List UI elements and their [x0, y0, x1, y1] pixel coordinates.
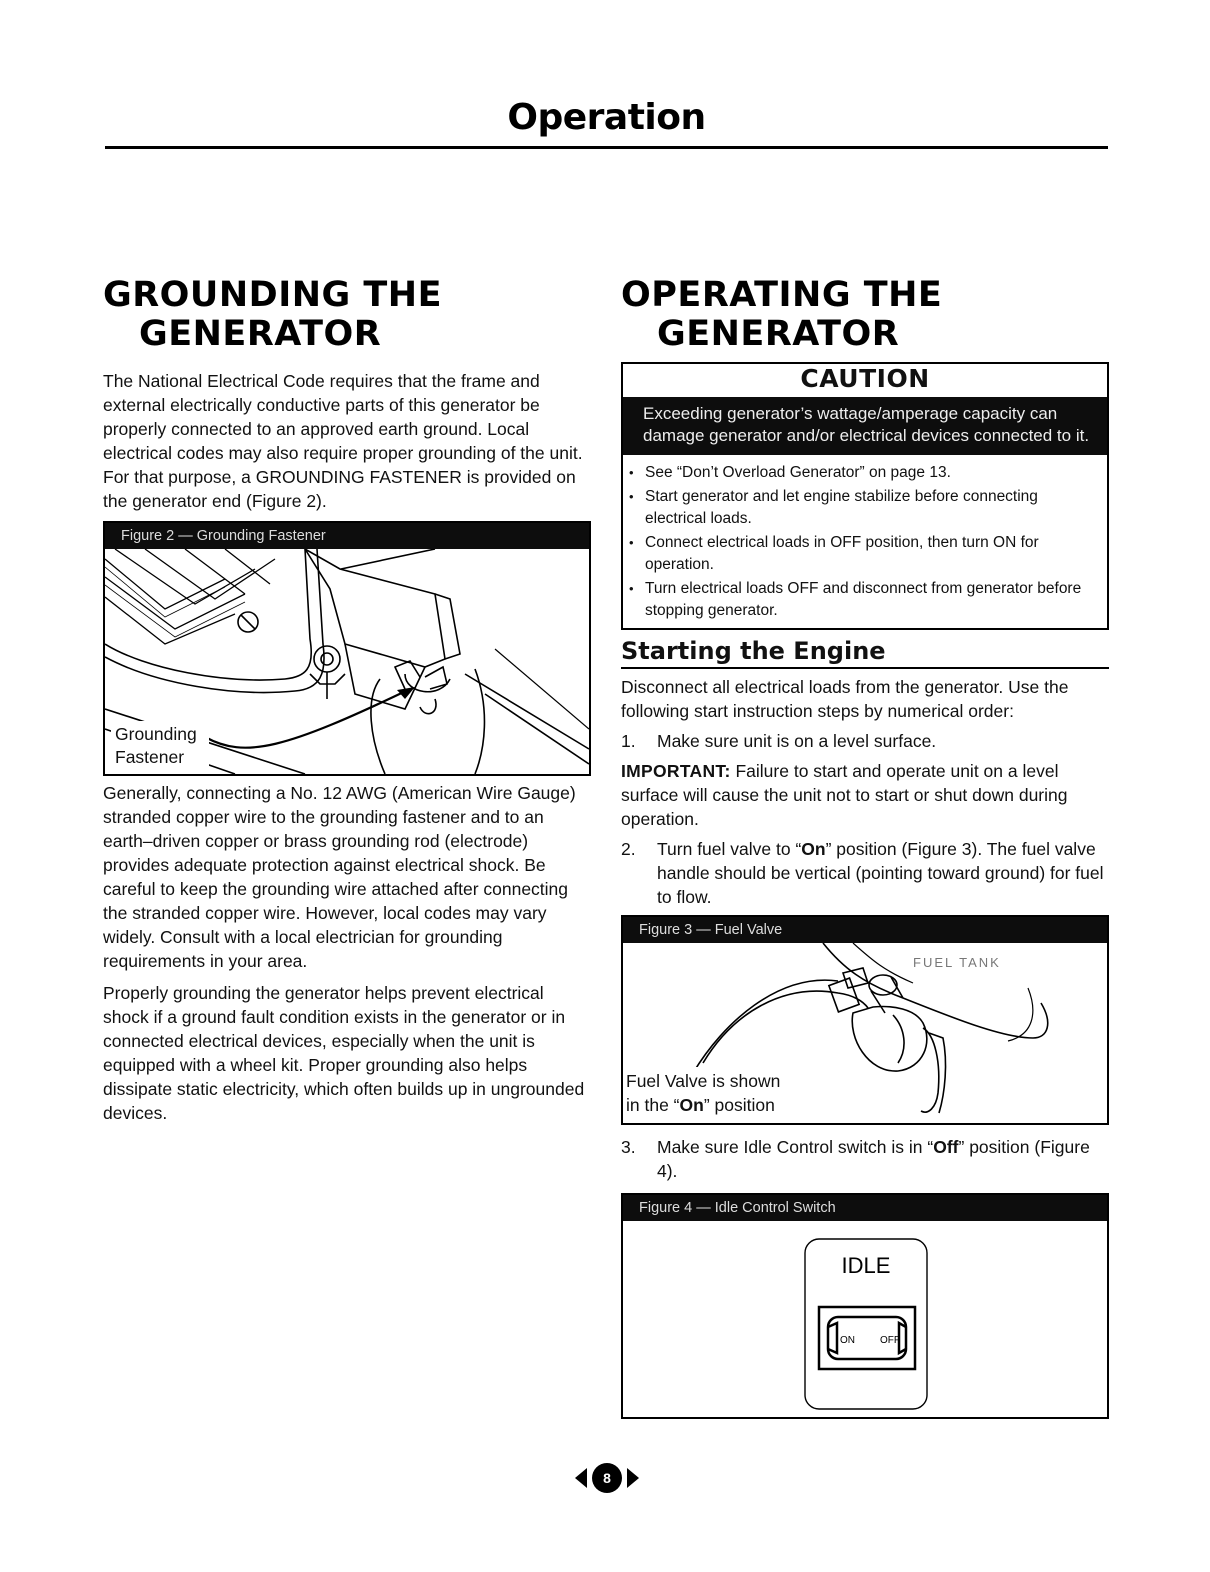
header-divider: [105, 146, 1108, 149]
caution-item: • See “Don’t Overload Generator” on page 13.: [629, 462, 1097, 484]
caution-banner: Exceeding generator’s wattage/amperage capacity can damage generator and/or electrical devices connected to it.: [623, 397, 1107, 455]
grounding-para3: Properly grounding the generator helps prevent electrical shock if a ground fault condition exists in the generator or in connected electrical devices, especially when the unit is equipped with a wheel kit. Proper grounding also helps dissipate static electricity, which often builds up in ungrounded devices.: [103, 983, 585, 1123]
figure-fuel-valve: [621, 915, 1109, 1125]
idle-switch-illustration: [623, 1221, 1107, 1417]
page-header: [105, 96, 1108, 139]
step-text: Make sure unit is on a level surface.: [657, 731, 937, 751]
step-number: 2.: [621, 839, 636, 859]
page-title: Operation: [507, 97, 706, 138]
figure-caption: Figure 4 — Idle Control Switch: [623, 1195, 1107, 1221]
grounding-label-line2: Fastener: [115, 747, 185, 767]
figure-caption: Figure 3 — Fuel Valve: [623, 917, 1107, 943]
important-label: IMPORTANT:: [621, 761, 731, 781]
grounding-label-line1: Grounding: [115, 724, 197, 744]
step-number: 1.: [621, 731, 636, 751]
idle-switch-title: IDLE: [841, 1253, 891, 1278]
grounding-intro: The National Electrical Code requires that the frame and external electrically conductive parts of this generator be properly connected to an approved earth ground. Local electrical codes may also require proper grounding of the unit. For that purpose, a GROUNDING FASTENER is provided on the generator end (Figure 2).: [103, 371, 583, 511]
step3-text-post: ” position (Figure 4).: [657, 1137, 1090, 1181]
step-2: [621, 837, 1109, 909]
grounding-title-line2: GENERATOR: [139, 314, 382, 354]
caution-box: [621, 362, 1109, 630]
step2-text-post: ” position (Figure 3). The fuel valve handle should be vertical (pointing toward ground) for fuel to flow.: [657, 839, 1104, 907]
note-text-pre: in the “: [626, 1095, 680, 1115]
fuel-valve-note-line2: [626, 1095, 775, 1115]
operating-title-line1: OPERATING THE: [621, 275, 943, 315]
caution-item: • Turn electrical loads OFF and disconnect from generator before stopping generator.: [629, 578, 1097, 622]
starting-engine-title: Starting the Engine: [621, 636, 1109, 669]
step-3: [621, 1135, 1109, 1183]
important-note: [621, 759, 1109, 831]
page-number-badge: [575, 1462, 639, 1494]
figure-caption: Figure 2 — Grounding Fastener: [105, 523, 589, 549]
step3-text-pre: Make sure Idle Control switch is in “: [657, 1137, 934, 1157]
caution-title: CAUTION: [800, 364, 930, 393]
caution-item: • Connect electrical loads in OFF position, then turn ON for operation.: [629, 532, 1097, 576]
grounding-title: [103, 276, 591, 354]
grounding-title-line1: GROUNDING THE: [103, 275, 442, 315]
operating-section: [621, 276, 1109, 1419]
operating-title: [621, 276, 1109, 354]
starting-intro: Disconnect all electrical loads from the generator. Use the following start instruction steps by numerical order:: [621, 677, 1069, 721]
caution-list: [623, 455, 1107, 628]
note-text-post: ” position: [703, 1095, 775, 1115]
step-text: [657, 1135, 1109, 1183]
step2-text-pre: Turn fuel valve to “: [657, 839, 802, 859]
grounding-para2: Generally, connecting a No. 12 AWG (American Wire Gauge) stranded copper wire to the grounding fastener and to an earth–driven copper or brass grounding rod (electrode) provides adequate protection against electrical shock. Be careful to keep the grounding wire attached after connecting the stranded copper wire. However, local codes may vary widely. Consult with a local electrician for grounding requirements in your area.: [103, 783, 576, 971]
grounding-fastener-illustration: [105, 549, 589, 774]
page-number: 8: [603, 1470, 611, 1486]
important-text: Failure to start and operate unit on a level surface will cause the unit not to start or shut down during operation.: [621, 761, 1068, 829]
figure-grounding-fastener: [103, 521, 591, 776]
step2-on-emphasis: On: [801, 839, 826, 859]
fuel-tank-label: FUEL TANK: [913, 955, 1001, 970]
note-on-emphasis: On: [679, 1095, 704, 1115]
switch-off-label: OFF: [880, 1335, 900, 1346]
caution-item: • Start generator and let engine stabilize before connecting electrical loads.: [629, 486, 1097, 530]
figure-idle-control-switch: [621, 1193, 1109, 1419]
step-1: [621, 729, 1109, 753]
page-badge-shape: [575, 1462, 639, 1494]
operating-title-line2: GENERATOR: [657, 314, 900, 354]
grounding-section: [103, 276, 591, 1125]
step-text: [657, 837, 1109, 909]
step-number: 3.: [621, 1137, 636, 1157]
switch-on-label: ON: [840, 1335, 855, 1346]
fuel-valve-illustration: [623, 943, 1107, 1123]
fuel-valve-note-line1: Fuel Valve is shown: [626, 1071, 781, 1091]
step3-off-emphasis: Off: [933, 1137, 959, 1157]
